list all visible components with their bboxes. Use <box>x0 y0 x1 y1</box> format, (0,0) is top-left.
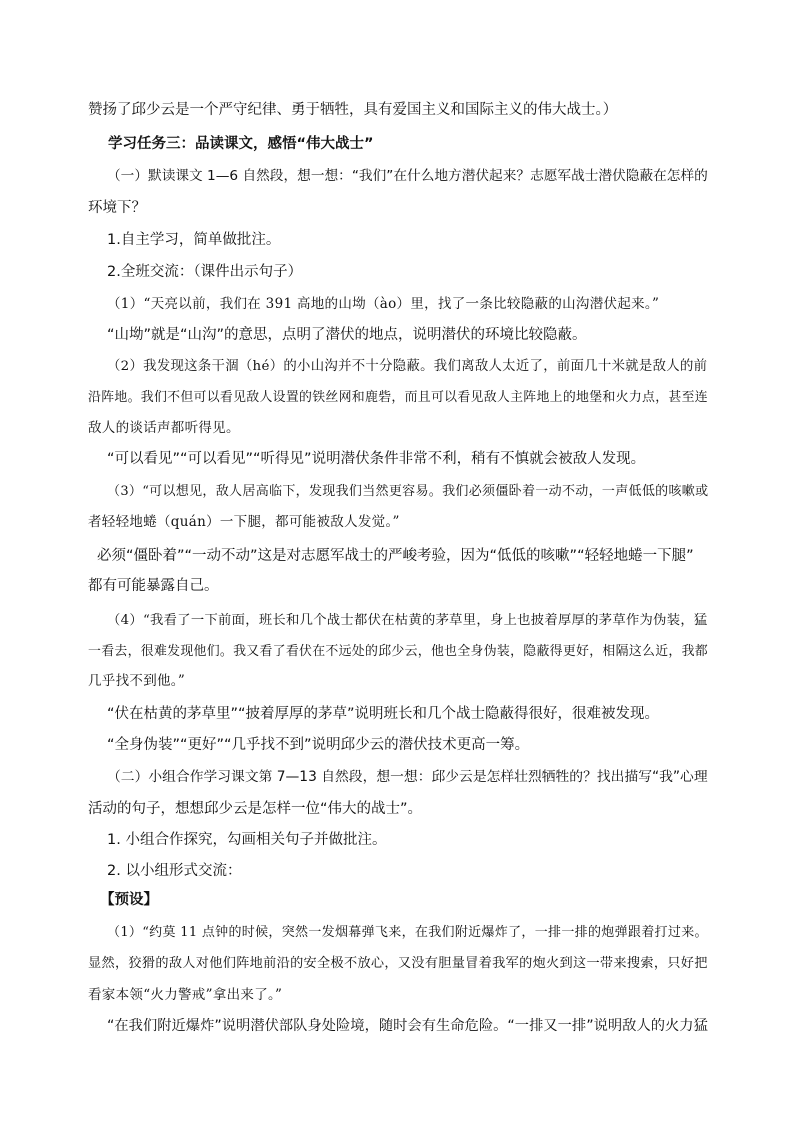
quoted-sentence: 看家本领“火力警戒”拿出来了。” <box>88 987 283 1003</box>
paragraph-line: “在我们附近爆炸”说明潜伏部队身处险境，随时会有生命危险。“一排又一排”说明敌人的火力猛 <box>107 1018 708 1034</box>
quoted-sentence: 一看去，很难发现他们。我又看了看伏在不远处的邱少云，他也全身伪装，隐蔽得更好，相隔这么近，我都 <box>88 644 708 659</box>
quoted-sentence: （4）“我看了一下前面，班长和几个战士都伏在枯黄的茅草里，身上也披着厚厚的茅草作为伪装，猛 <box>107 613 708 628</box>
paragraph-line: “可以看见”“可以看见”“听得见”说明潜伏条件非常不利，稍有不慎就会被敌人发现。 <box>107 451 646 467</box>
paragraph-line: 赞扬了邱少云是一个严守纪律、勇于牺牲，具有爱国主义和国际主义的伟大战士。） <box>88 102 618 118</box>
list-item: 2. 以小组形式交流： <box>107 863 242 879</box>
quoted-sentence: 者轻轻地蜷（quán）一下腿，都可能被敌人发觉。” <box>88 514 400 530</box>
paragraph-line: （二）小组合作学习课文第 7—13 自然段，想一想：邱少云是怎样壮烈牺牲的？找出描写“我”心理 <box>107 769 708 785</box>
paragraph-line: 都有可能暴露自己。 <box>88 578 219 594</box>
preset-label: 【预设】 <box>100 892 158 908</box>
quoted-sentence: 显然，狡猾的敌人对他们阵地前沿的安全极不放心，又没有胆量冒着我军的炮火到这一带来搜索，只好把 <box>88 956 708 971</box>
paragraph-line: “伏在枯黄的茅草里”“披着厚厚的茅草”说明班长和几个战士隐蔽得很好，很难被发现。 <box>107 706 660 722</box>
quoted-sentence: 敌人的谈话声都听得见。 <box>88 420 240 436</box>
paragraph-line: “全身伪装”“更好”“几乎找不到”说明邱少云的潜伏技术更高一筹。 <box>107 737 530 753</box>
quoted-sentence: （1）“约莫 11 点钟的时候，突然一发烟幕弹飞来，在我们附近爆炸了，一排一排的炮弹跟着打过来。 <box>107 925 708 940</box>
list-item: 2.全班交流：（课件出示句子） <box>107 264 303 280</box>
paragraph-line: “山坳”就是“山沟”的意思，点明了潜伏的地点，说明潜伏的环境比较隐蔽。 <box>107 327 587 343</box>
paragraph-line: 环境下？ <box>88 200 146 216</box>
paragraph-line: 必须“僵卧着”“一动不动”这是对志愿军战士的严峻考验，因为“低低的咳嗽”“轻轻地蜷一下腿” <box>97 548 694 564</box>
quoted-sentence: （2）我发现这条干涸（hé）的小山沟并不十分隐蔽。我们离敌人太近了，前面几十米就是敌人的前 <box>107 359 708 374</box>
section-heading: 学习任务三：品读课文，感悟“伟大战士” <box>108 136 374 152</box>
quoted-sentence: 沿阵地。我们不但可以看见敌人设置的铁丝网和鹿砦，而且可以看见敌人主阵地上的地堡和火力点，甚至连 <box>88 390 708 405</box>
paragraph-line: 活动的句子，想想邱少云是怎样一位“伟大的战士”。 <box>88 801 423 817</box>
quoted-sentence: （1）“天亮以前，我们在 391 高地的山坳（ào）里，找了一条比较隐蔽的山沟潜伏起来。” <box>107 296 660 312</box>
list-item: 1. 小组合作探究，勾画相关句子并做批注。 <box>107 832 387 848</box>
quoted-sentence: 几乎找不到他。” <box>88 673 186 689</box>
paragraph-line: （一）默读课文 1—6 自然段，想一想：“我们”在什么地方潜伏起来？志愿军战士潜伏隐蔽在怎样的 <box>107 168 708 184</box>
quoted-sentence: （3）“可以想见，敌人居高临下，发现我们当然更容易。我们必须僵卧着一动不动，一声低低的咳嗽或 <box>107 484 709 499</box>
list-item: 1.自主学习，简单做批注。 <box>107 232 281 248</box>
